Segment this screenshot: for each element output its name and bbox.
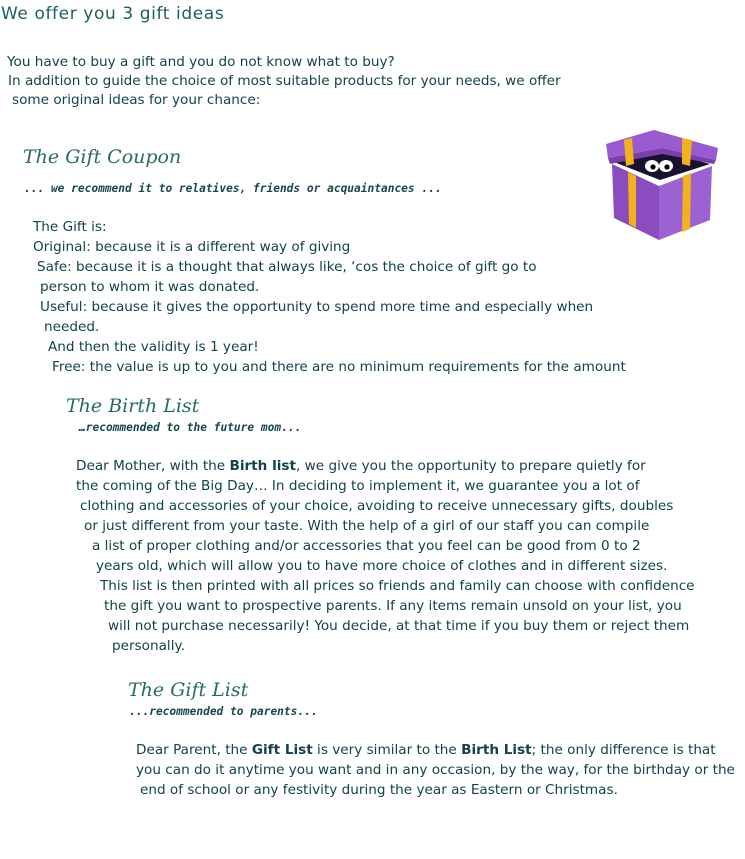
gift-list-title: The Gift List bbox=[128, 679, 249, 701]
coupon-line: Useful: because it gives the opportunity to spend more time and especially when bbox=[40, 299, 594, 315]
birth-list-line: years old, which will allow you to have more choice of clothes and in different sizes. bbox=[96, 558, 668, 574]
birth-list-line: the coming of the Big Day… In deciding to implement it, we guarantee you a lot of bbox=[76, 478, 640, 494]
coupon-line: Free: the value is up to you and there are no minimum requirements for the amount bbox=[52, 359, 626, 375]
coupon-line: needed. bbox=[44, 319, 100, 335]
coupon-line: The Gift is: bbox=[33, 219, 107, 235]
gift-list-note: ...recommended to parents... bbox=[129, 705, 318, 718]
birth-list-line: This list is then printed with all prices so friends and family can choose with confidence bbox=[100, 578, 695, 594]
coupon-line: person to whom it was donated. bbox=[40, 279, 260, 295]
gift-list-emphasis: Gift List bbox=[251, 742, 313, 758]
birth-list-title: The Birth List bbox=[66, 395, 200, 417]
page-title: We offer you 3 gift ideas bbox=[1, 4, 225, 24]
gift-list-line: end of school or any festivity during the year as Eastern or Christmas. bbox=[140, 782, 618, 798]
birth-list-note: …recommended to the future mom... bbox=[79, 421, 302, 434]
birth-list-emphasis: Birth List bbox=[461, 742, 532, 758]
gift-list-line: Dear Parent, the Gift List is very similar to the Birth List; the only difference is that bbox=[136, 742, 716, 758]
gift-list-line: you can do it anytime you want and in any occasion, by the way, for the birthday or the bbox=[136, 762, 735, 778]
intro-line-1: You have to buy a gift and you do not know what to buy? bbox=[7, 54, 395, 70]
birth-list-line: Dear Mother, with the Birth list, we give you the opportunity to prepare quietly for bbox=[76, 458, 646, 474]
gift-coupon-note: ... we recommend it to relatives, friends or acquaintances ... bbox=[24, 182, 442, 195]
intro-line-2: In addition to guide the choice of most suitable products for your needs, we offer bbox=[8, 73, 561, 89]
coupon-line: Original: because it is a different way of giving bbox=[33, 239, 351, 255]
birth-list-emphasis: Birth list bbox=[229, 458, 296, 474]
gift-box-with-eyes-icon bbox=[604, 128, 722, 242]
birth-list-line: personally. bbox=[112, 638, 185, 654]
coupon-line: Safe: because it is a thought that always like, ‘cos the choice of gift go to bbox=[37, 259, 537, 275]
birth-list-line: clothing and accessories of your choice, avoiding to receive unnecessary gifts, doubles bbox=[80, 498, 674, 514]
birth-list-line: a list of proper clothing and/or accessories that you feel can be good from 0 to 2 bbox=[92, 538, 641, 554]
birth-list-line: or just different from your taste. With the help of a girl of our staff you can compile bbox=[84, 518, 650, 534]
intro-line-3: some original ideas for your chance: bbox=[12, 92, 261, 108]
gift-coupon-title: The Gift Coupon bbox=[23, 146, 182, 168]
birth-list-line: the gift you want to prospective parents. If any items remain unsold on your list, you bbox=[104, 598, 682, 614]
birth-list-line: will not purchase necessarily! You decide, at that time if you buy them or reject them bbox=[108, 618, 690, 634]
coupon-line: And then the validity is 1 year! bbox=[48, 339, 259, 355]
